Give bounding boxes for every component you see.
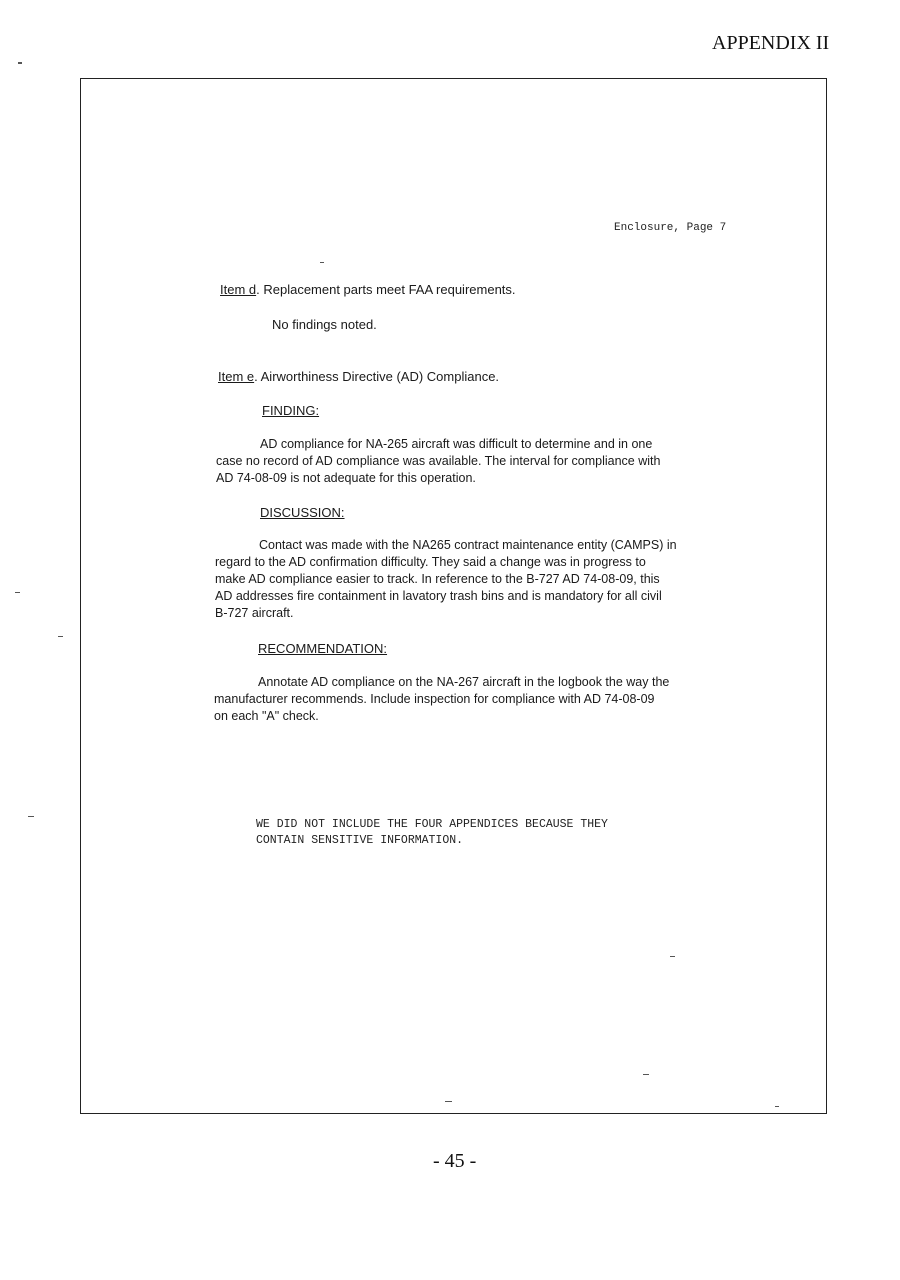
- page-number: - 45 -: [433, 1150, 477, 1172]
- recommendation-line: Annotate AD compliance on the NA-267 aircraft in the logbook the way the: [258, 675, 670, 689]
- note-line: WE DID NOT INCLUDE THE FOUR APPENDICES BECAUSE THEY: [256, 818, 608, 831]
- discussion-line: Contact was made with the NA265 contract maintenance entity (CAMPS) in: [259, 538, 677, 552]
- discussion-line: regard to the AD confirmation difficulty. They said a change was in progress to: [215, 555, 646, 569]
- omitted-appendices-note: [256, 817, 608, 849]
- recommendation-heading: RECOMMENDATION:: [258, 641, 388, 656]
- scan-speck: [15, 592, 20, 593]
- discussion-heading: DISCUSSION:: [260, 505, 345, 520]
- discussion-line: B-727 aircraft.: [215, 606, 294, 620]
- appendix-heading: APPENDIX II: [712, 32, 830, 54]
- scan-speck: [18, 62, 22, 64]
- discussion-line: AD addresses fire containment in lavatory trash bins and is mandatory for all civil: [215, 589, 662, 603]
- item-d-heading: [220, 282, 516, 297]
- scan-speck: [58, 636, 63, 637]
- scan-speck: [670, 956, 675, 957]
- item-e-label: Item e: [218, 369, 255, 384]
- scan-speck: [775, 1106, 779, 1107]
- enclosure-page-label: Enclosure, Page 7: [614, 222, 727, 234]
- item-d-label: Item d: [220, 282, 257, 297]
- item-e-title: . Airworthiness Directive (AD) Compliance.: [254, 369, 500, 384]
- discussion-paragraph: [215, 537, 677, 622]
- discussion-line: make AD compliance easier to track. In reference to the B-727 AD 74-08-09, this: [215, 572, 660, 586]
- scan-speck: [445, 1101, 452, 1102]
- item-d-finding: No findings noted.: [272, 317, 377, 332]
- note-line: CONTAIN SENSITIVE INFORMATION.: [256, 834, 464, 847]
- finding-paragraph: [216, 436, 660, 487]
- scan-speck: [28, 816, 34, 817]
- item-e-heading: [218, 369, 499, 384]
- recommendation-paragraph: [214, 674, 669, 725]
- finding-line: case no record of AD compliance was available. The interval for compliance with: [216, 454, 661, 468]
- scan-speck: [643, 1074, 649, 1075]
- scan-speck: [320, 262, 324, 263]
- recommendation-line: manufacturer recommends. Include inspection for compliance with AD 74-08-09: [214, 692, 655, 706]
- finding-line: AD compliance for NA-265 aircraft was difficult to determine and in one: [260, 437, 653, 451]
- finding-heading: FINDING:: [262, 403, 320, 418]
- finding-line: AD 74-08-09 is not adequate for this operation.: [216, 471, 476, 485]
- item-d-title: . Replacement parts meet FAA requirements.: [256, 282, 516, 297]
- recommendation-line: on each "A" check.: [214, 709, 319, 723]
